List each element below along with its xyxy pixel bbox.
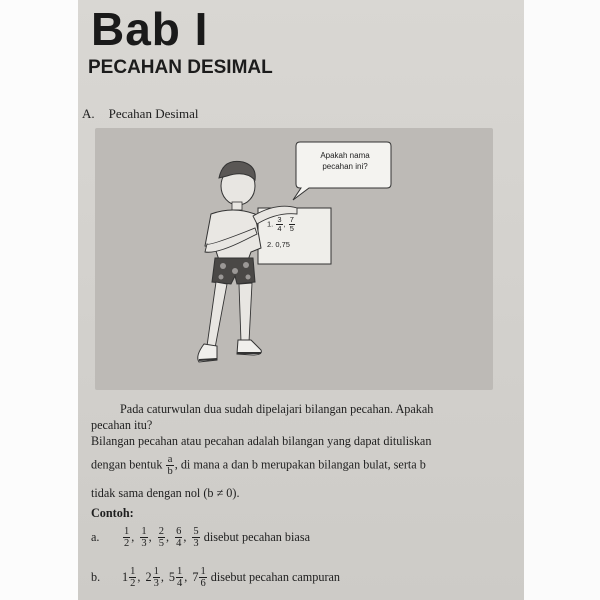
textbook-page <box>78 0 524 600</box>
paragraph-2-line-2-start: dengan bentuk <box>91 457 163 472</box>
example-a: a. $\frac{1}{2}$ , $\frac{1}{3}$ , $\frac{2}{5}$ , $\frac{6}{4}$ , $\frac{5}{3}$ disebut pecahan biasa <box>91 526 310 549</box>
boy-holding-card-drawing <box>95 128 493 390</box>
illustration <box>95 128 493 390</box>
example-a-fraction: $\frac{2}{5}$ <box>158 526 164 549</box>
fraction-a-over-b: $\frac{a}{b}$ <box>167 454 173 477</box>
example-b-mixed-number: 2 $\frac{1}{3}$ <box>145 566 159 589</box>
chapter-title: Bab I <box>91 3 209 55</box>
bubble-line-2: pecahan ini? <box>322 162 368 171</box>
paragraph-1-line-2: pecahan itu? <box>91 418 153 432</box>
paragraph-2-line-1: Bilangan pecahan atau pecahan adalah bilangan yang dapat dituliskan <box>91 434 432 448</box>
example-b: b. 1 $\frac{1}{2}$ , 2 $\frac{1}{3}$ , 5 $\frac{1}{4}$ , 7 $\frac{1}{6}$ disebut pecahan campuran <box>91 566 341 589</box>
card-fraction-2: $\frac{7}{5}$ <box>289 215 294 233</box>
example-b-text: disebut pecahan campuran <box>210 570 341 584</box>
paragraph-2-line-2-end: , di mana a dan b merupakan bilangan bulat, serta b <box>174 457 426 472</box>
paragraph-2-line-3: tidak sama dengan nol (b ≠ 0). <box>91 486 240 500</box>
section-number: A. <box>82 106 95 121</box>
example-heading: Contoh: <box>91 506 134 520</box>
example-a-text: disebut pecahan biasa <box>203 530 310 544</box>
photo-margin-left <box>0 0 78 600</box>
card-item-1-number: 1. <box>267 219 274 229</box>
section-heading <box>82 106 199 122</box>
card-fraction-1: $\frac{3}{4}$ <box>277 215 282 233</box>
section-title: Pecahan Desimal <box>108 106 199 121</box>
example-b-mixed-number: 5 $\frac{1}{4}$ <box>168 566 183 589</box>
example-a-fraction: $\frac{6}{4}$ <box>176 526 182 549</box>
example-a-fraction: $\frac{1}{2}$ <box>124 526 130 549</box>
photo-margin-right <box>524 0 600 600</box>
example-b-mixed-number: 7 $\frac{1}{6}$ <box>192 566 206 589</box>
example-a-fraction: $\frac{1}{3}$ <box>141 526 147 549</box>
card-item-2: 2. 0,75 <box>267 240 290 249</box>
chapter-subtitle: PECAHAN DESIMAL <box>88 57 273 78</box>
example-a-label: a. <box>91 530 100 544</box>
paragraph-1-line-1: Pada caturwulan dua sudah dipelajari bilangan pecahan. Apakah <box>120 402 434 416</box>
example-b-label: b. <box>91 570 101 584</box>
example-a-fraction: $\frac{5}{3}$ <box>193 526 199 549</box>
example-b-mixed-number: 1 $\frac{1}{2}$ <box>122 566 136 589</box>
paragraph-2-line-2 <box>91 454 426 477</box>
card-item-1: 1. $\frac{3}{4}$ , $\frac{7}{5}$ <box>267 215 294 233</box>
bubble-line-1: Apakah nama <box>320 151 370 160</box>
speech-bubble-text <box>301 150 389 172</box>
